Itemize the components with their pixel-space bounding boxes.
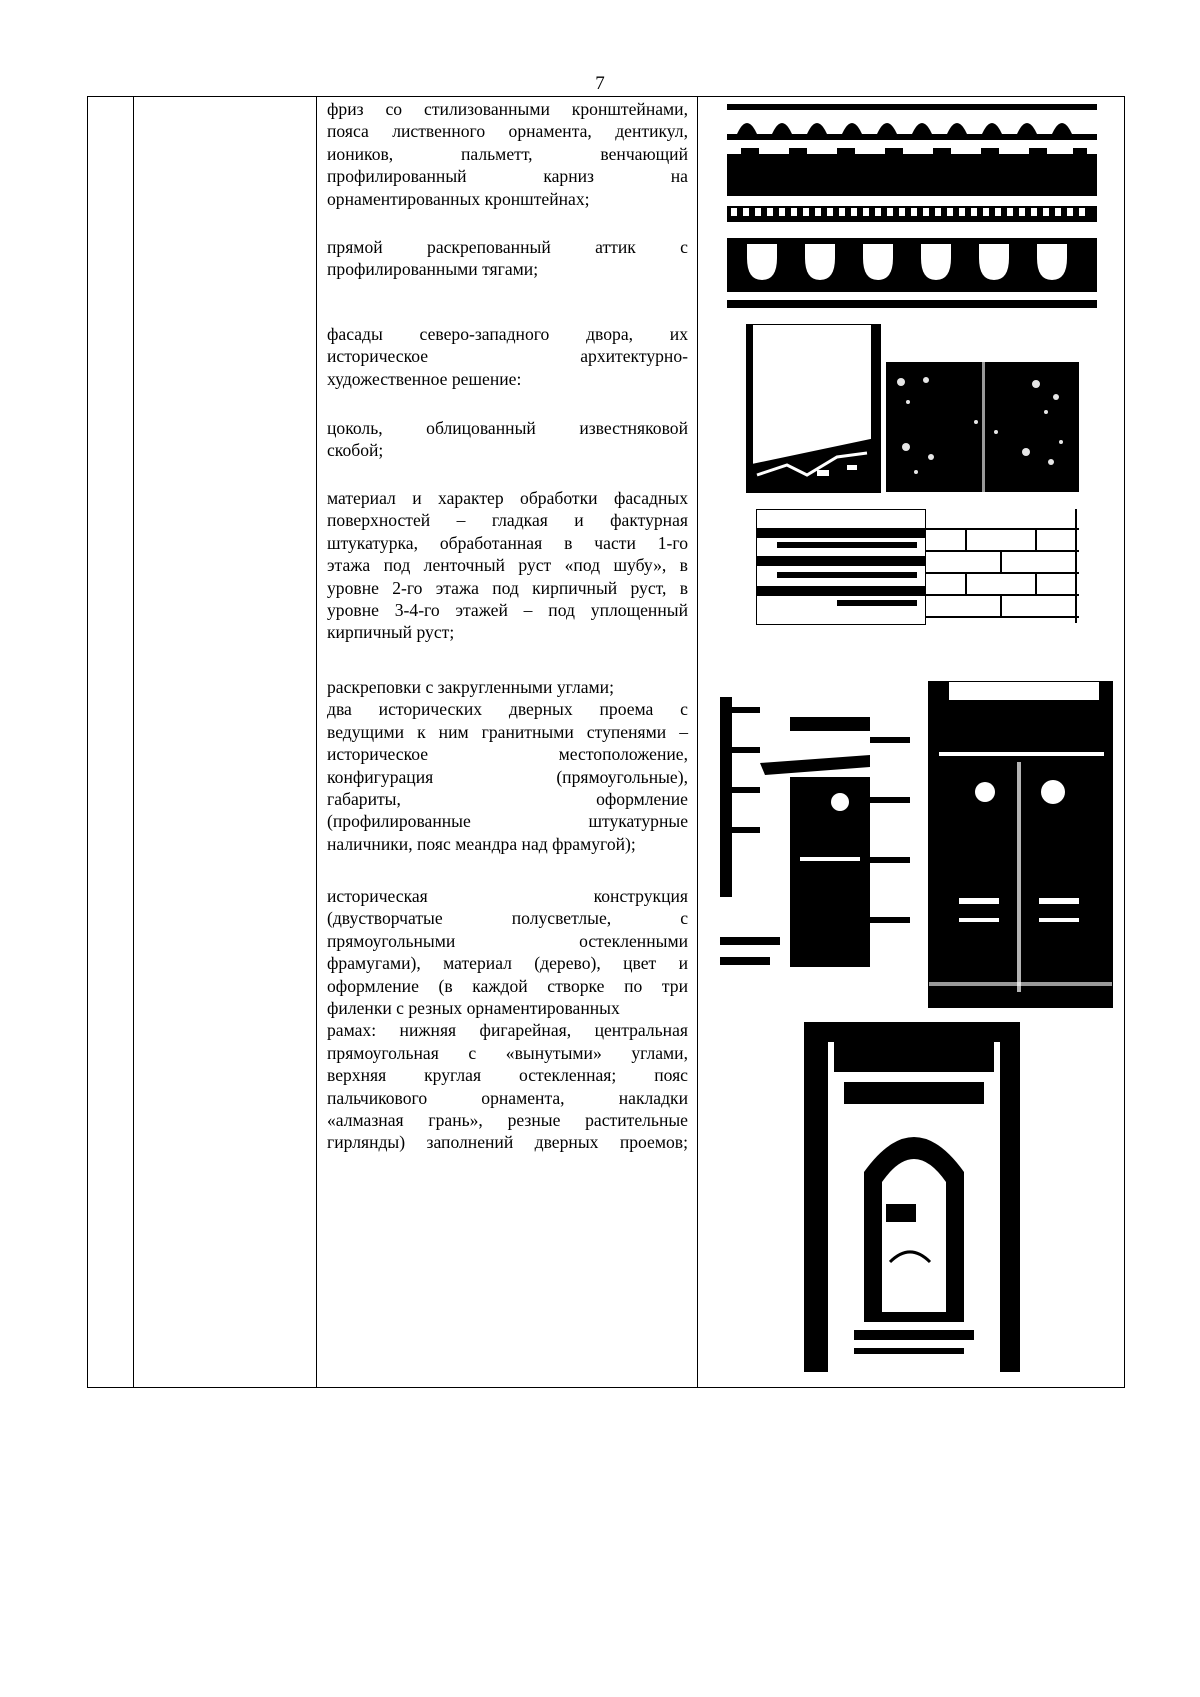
text-line: поверхностей – гладкая и фактурная	[327, 510, 688, 531]
doorway-photo-left	[720, 677, 922, 977]
text-line: оформление (в каждой створке по три	[327, 975, 688, 996]
paragraph-plinth	[327, 417, 688, 462]
text-line: раскреповки с закругленными углами;	[327, 677, 614, 697]
text-line: пальчикового орнамента, накладки	[327, 1087, 688, 1108]
text-line: штукатурка, обработанная в части 1-го	[327, 532, 688, 553]
text-line: (двустворчатые полусветлые, с	[327, 908, 688, 929]
text-line: конфигурация (прямоугольные),	[327, 766, 688, 787]
text-line: фриз со стилизованными кронштейнами,	[327, 99, 688, 119]
text-line: пояса лиственного орнамента, дентикул,	[327, 121, 688, 142]
brick-rustication-photo	[926, 509, 1079, 623]
text-line: уровне 3-4-го этажей – под уплощенный	[327, 599, 688, 620]
cornice-frieze-photo	[727, 104, 1097, 308]
column-divider-2	[316, 97, 317, 1387]
text-line: историческое архитектурно-	[327, 346, 688, 367]
text-line: уровне 2-го этажа под кирпичный руст, в	[327, 577, 688, 598]
text-line: фрамугами), материал (дерево), цвет и	[327, 953, 688, 974]
arched-entrance-photo	[804, 1022, 1020, 1372]
text-line: (профилированные штукатурные	[327, 811, 688, 832]
text-line: иоников, пальметт, венчающий	[327, 143, 688, 164]
text-line: верхняя круглая остекленная; пояс	[327, 1065, 688, 1086]
column-divider-1	[133, 97, 134, 1387]
text-line: историческая конструкция	[327, 886, 688, 906]
plinth-photo	[746, 324, 881, 493]
text-line: два исторических дверных проема с	[327, 699, 688, 720]
paragraph-attic	[327, 236, 688, 281]
text-line: прямоугольными остекленными	[327, 930, 688, 951]
text-line: скобой;	[327, 440, 384, 461]
text-line: прямоугольная с «вынутыми» углами,	[327, 1042, 688, 1063]
doorway-photo-right	[928, 681, 1113, 1008]
paragraph-courtyard	[327, 323, 688, 390]
text-line: филенки с резных орнаментированных	[327, 997, 620, 1018]
page-number: 7	[595, 73, 605, 94]
text-line: материал и характер обработки фасадных	[327, 488, 688, 508]
ornament-photo	[886, 362, 1079, 492]
text-line: художественное решение:	[327, 368, 522, 389]
text-line: цоколь, облицованный известняковой	[327, 418, 688, 438]
paragraph-doors	[327, 885, 688, 1154]
text-line: наличники, пояс меандра над фрамугой);	[327, 833, 636, 854]
text-line: рамах: нижняя фигарейная, центральная	[327, 1020, 688, 1041]
text-line: орнаментированных кронштейнах;	[327, 188, 590, 209]
text-line: историческое местоположение,	[327, 744, 688, 765]
text-line: кирпичный руст;	[327, 622, 455, 643]
text-line: этажа под ленточный руст «под шубу», в	[327, 555, 688, 576]
text-line: габариты, оформление	[327, 788, 688, 809]
paragraph-frieze	[327, 98, 688, 210]
text-line: прямой раскрепованный аттик с	[327, 237, 688, 257]
paragraph-surfaces	[327, 487, 688, 644]
column-divider-3	[697, 97, 698, 1387]
rustication-photo	[756, 509, 926, 625]
text-line: профилированными тягами;	[327, 259, 539, 280]
text-line: гирлянды) заполнений дверных проемов;	[327, 1132, 688, 1153]
text-line: профилированный карниз на	[327, 166, 688, 187]
paragraph-doorways	[327, 676, 688, 855]
text-line: фасады северо-западного двора, их	[327, 324, 688, 344]
text-line: ведущими к ним гранитными ступенями –	[327, 721, 688, 742]
text-line: «алмазная грань», резные растительные	[327, 1109, 688, 1130]
